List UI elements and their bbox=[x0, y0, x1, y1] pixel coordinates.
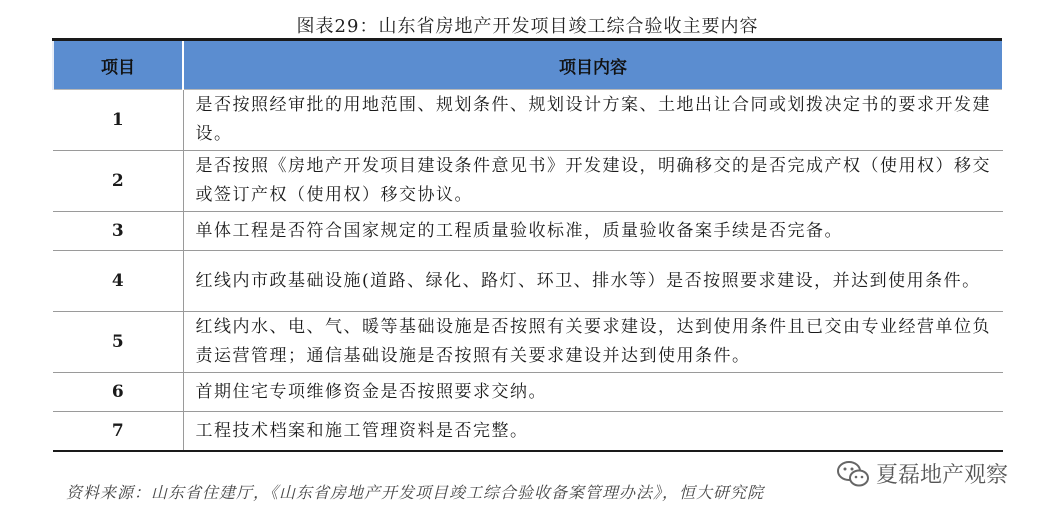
table-row bbox=[53, 312, 1003, 373]
row-content: 工程技术档案和施工管理资料是否完整。 bbox=[183, 412, 1003, 452]
table-row bbox=[53, 373, 1003, 412]
table-row bbox=[53, 212, 1003, 251]
table-row bbox=[53, 90, 1003, 151]
row-content: 是否按照《房地产开发项目建设条件意见书》开发建设，明确移交的是否完成产权（使用权）移交或签订产权（使用权）移交协议。 bbox=[183, 151, 1003, 212]
table-row bbox=[53, 151, 1003, 212]
table-header-row bbox=[53, 41, 1003, 90]
row-id: 2 bbox=[53, 151, 183, 212]
header-item: 项目 bbox=[53, 41, 183, 90]
row-content: 红线内市政基础设施(道路、绿化、路灯、环卫、排水等）是否按照要求建设，并达到使用条件。 bbox=[183, 251, 1003, 312]
row-id: 3 bbox=[53, 212, 183, 251]
content-table bbox=[52, 41, 1004, 452]
content-table-wrapper bbox=[52, 38, 1002, 452]
watermark bbox=[836, 458, 1008, 489]
source-note: 资料来源：山东省住建厅，《山东省房地产开发项目竣工综合验收备案管理办法》，恒大研究院 bbox=[66, 483, 765, 502]
table-row bbox=[53, 412, 1003, 452]
row-content: 首期住宅专项维修资金是否按照要求交纳。 bbox=[183, 373, 1003, 412]
row-id: 7 bbox=[53, 412, 183, 452]
row-id: 4 bbox=[53, 251, 183, 312]
row-content: 是否按照经审批的用地范围、规划条件、规划设计方案、土地出让合同或划拨决定书的要求开发建设。 bbox=[183, 90, 1003, 151]
row-id: 5 bbox=[53, 312, 183, 373]
header-content: 项目内容 bbox=[183, 41, 1003, 90]
table-caption: 图表29：山东省房地产开发项目竣工综合验收主要内容 bbox=[296, 16, 759, 37]
row-content: 单体工程是否符合国家规定的工程质量验收标准，质量验收备案手续是否完备。 bbox=[183, 212, 1003, 251]
row-id: 1 bbox=[53, 90, 183, 151]
table-row bbox=[53, 251, 1003, 312]
row-content: 红线内水、电、气、暖等基础设施是否按照有关要求建设，达到使用条件且已交由专业经营单位负责运营管理；通信基础设施是否按照有关要求建设并达到使用条件。 bbox=[183, 312, 1003, 373]
watermark-text: 夏磊地产观察 bbox=[876, 463, 1009, 488]
wechat-icon bbox=[836, 460, 870, 488]
row-id: 6 bbox=[53, 373, 183, 412]
